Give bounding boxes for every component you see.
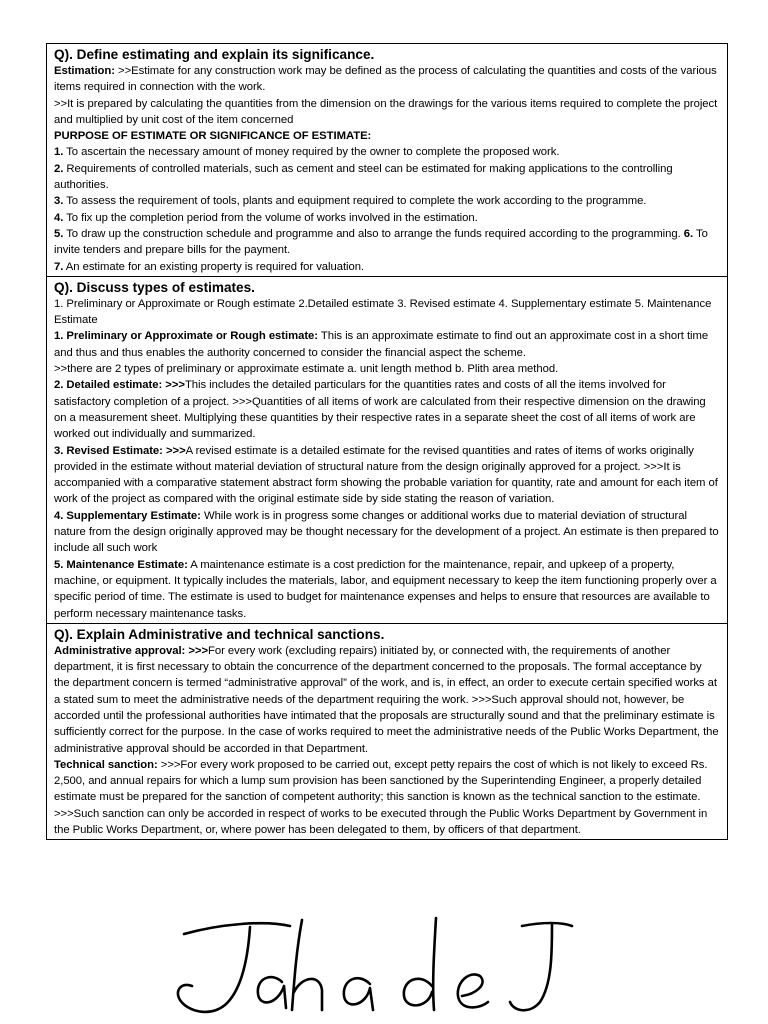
paragraph-text: For every work (excluding repairs) initiated by, or connected with, the requirements of another department, it is first necessary to obtain the concurrence of the department concerned to the proposals. The formal acceptance by the department concern is termed “administrative approval” of the work, and is, in effect, an order to execute certain specified works at a stated sum to meet the administrative needs of the department requiring the work. >>>Such approval should not, however, be accorded until the professional authorities have intimated that the proposals are structurally sound and that the preliminary estimate is sufficiently correct for the purpose. In the case of works required to meet the administrative needs of the Public Works Department, the administrative approval should be accorded in that Department. [54,644,719,755]
question-title: Q). Explain Administrative and technical sanctions. [54,626,385,642]
list-number: 5. [54,227,64,240]
list-item-text: To ascertain the necessary amount of money required by the owner to complete the proposed work. [63,146,560,159]
list-item [54,210,720,226]
paragraph [54,361,720,377]
term-label: 2. Detailed estimate: >>> [54,379,185,392]
paragraph [54,63,720,96]
paragraph [54,328,720,361]
list-number: 7. [54,260,64,273]
paragraph [54,128,720,144]
paragraph [54,643,720,757]
list-item-text: To invite tenders and prepare bills for the payment. [54,227,708,257]
list-item [54,226,720,259]
paragraph-text: A maintenance estimate is a cost prediction for the maintenance, repair, and upkeep of a property, machine, or equipment. It typically includes the materials, labor, and equipment necessary to keep the item functioning properly over a specific period of time. The estimate is used to budget for maintenance expenses and helps to ensure that resources are available to perform necessary maintenance tasks. [54,558,717,620]
list-number: 1. [54,146,64,159]
term-label: 3. Revised Estimate: >>> [54,444,186,457]
paragraph-text: This includes the detailed particulars for the quantities rates and costs of all the items involved for satisfactory completion of a project. >>>Quantities of all items of work are calculated from their respective dimension on the drawing on a measurement sheet. Multiplying these quantities by their respective rates in a separate sheet the cost of all items of work are worked out individually and summarized. [54,379,706,441]
paragraph-text: A revised estimate is a detailed estimate for the revised quantities and rates of items of works originally provided in the estimate without material deviation of structural nature from the design originally approved for a project. >>>It is accompanied with a comparative statement abstract form showing the probable variation for quantity, rate and amount for each item of work of the project as compared with the original estimate side by side stating the reason of variation. [54,444,718,506]
list-item [54,193,720,209]
term-label: 4. Supplementary Estimate: [54,509,201,522]
subheading: PURPOSE OF ESTIMATE OR SIGNIFICANCE OF ESTIMATE: [54,130,372,143]
term-label: 1. Preliminary or Approximate or Rough estimate: [54,330,318,343]
list-number: 4. [54,211,64,224]
term-label: Estimation: [54,65,115,77]
handwritten-signature [170,912,580,1022]
answer-sheet [46,43,728,840]
paragraph-text: While work is in progress some changes or additional works due to material deviation of structural nature from the design originally approved may be thought necessary for the development of a project. An estimate is then prepared to include all such work [54,509,719,555]
question-title: Q). Discuss types of estimates. [54,279,255,295]
list-item-text: To draw up the construction schedule and programme and also to arrange the funds required according to the programming. [63,227,681,240]
question-box-sanctions [46,623,728,841]
list-item [54,144,720,160]
paragraph-text: >>>For every work proposed to be carried out, except petty repairs the cost of which is not likely to exceed Rs. 2,500, and annual repairs for which a lump sum provision has been sanctioned by the Superintending Engineer, a properly detailed estimate must be prepared for the sanction of competent authority; this sanction is known as the technical sanction to the estimate. >>>Such sanction can only be accorded in respect of works to be executed through the Public Works Department by Government in the Public Works Department, or, where power has been delegated to them, by officers of that department. [54,758,708,837]
question-box-estimating [46,43,728,276]
paragraph [54,443,720,508]
list-number: 6. [680,227,694,240]
list-item-text: To assess the requirement of tools, plants and equipment required to complete the work according to the programme. [63,195,647,208]
paragraph-text: >>It is prepared by calculating the quantities from the dimension on the drawings for the various items required to complete the project and multiplied by unit cost of the item concerned [54,97,718,126]
term-label: Administrative approval: >>> [54,644,208,657]
paragraph-text: >>Estimate for any construction work may be defined as the process of calculating the quantities and costs of the various items required in connection with the work. [54,65,717,94]
list-item [54,161,720,194]
list-item-text: To fix up the completion period from the volume of works involved in the estimation. [63,211,478,224]
list-item-text: An estimate for an existing property is required for valuation. [63,260,365,273]
paragraph [54,296,720,329]
term-label: Technical sanction: [54,758,158,771]
paragraph [54,96,720,129]
question-title: Q). Define estimating and explain its significance. [54,47,375,62]
paragraph [54,757,720,838]
list-item-text: Requirements of controlled materials, such as cement and steel can be estimated for making applications to the controlling authorities. [54,162,673,192]
list-number: 2. [54,162,64,175]
paragraph-text: 1. Preliminary or Approximate or Rough estimate 2.Detailed estimate 3. Revised estimate 4. Supplementary estimate 5. Maintenance Estimate [54,297,712,327]
paragraph [54,557,720,622]
paragraph-text: >>there are 2 types of preliminary or approximate estimate a. unit length method b. Plith area method. [54,363,559,376]
paragraph [54,508,720,557]
paragraph-text: This is an approximate estimate to find out an approximate cost in a short time and thus and thus enables the authority concerned to consider the financial aspect the scheme. [54,330,709,359]
list-number: 3. [54,195,64,208]
term-label: 5. Maintenance Estimate: [54,558,188,571]
list-item [54,259,720,275]
paragraph [54,377,720,442]
question-box-types-of-estimates [46,276,728,623]
